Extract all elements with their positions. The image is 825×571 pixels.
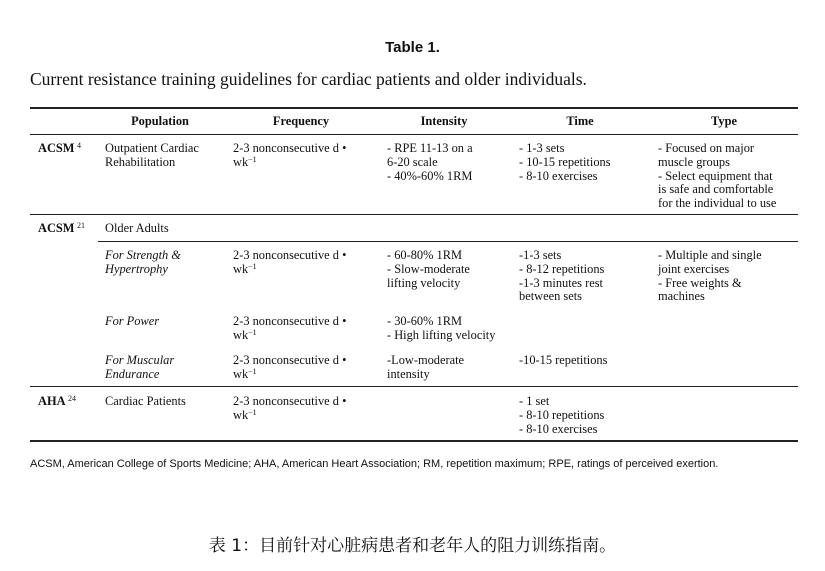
- row-intensity: - 60-80% 1RM - Slow-moderate lifting velocity: [387, 248, 470, 290]
- header-rule: [30, 134, 798, 135]
- row-population: Outpatient Cardiac Rehabilitation: [105, 141, 199, 169]
- row-population: Older Adults: [105, 221, 169, 235]
- chinese-caption: 表 1：目前针对心脏病患者和老年人的阻力训练指南。: [208, 536, 617, 556]
- group-label-acsm-21: ACSM $^{21}$: [38, 221, 85, 235]
- row-time: -10-15 repetitions: [519, 353, 608, 367]
- row-intensity: - 30-60% 1RM - High lifting velocity: [387, 314, 496, 342]
- header-frequency: Frequency: [272, 114, 330, 128]
- row-frequency: 2-3 nonconsecutive d • $wk^{-1}$: [233, 141, 347, 169]
- group-label-aha-24: AHA $^{24}$: [38, 394, 77, 408]
- row-population: Cardiac Patients: [105, 394, 186, 408]
- row-frequency: 2-3 nonconsecutive d • $wk^{-1}$: [233, 394, 347, 422]
- group1-rule: [30, 214, 798, 215]
- table-footnote: ACSM, American College of Sports Medicine; AHA, American Heart Association; RM, repetition maximum; RPE, ratings of perceived exertion.: [30, 458, 719, 470]
- header-type: Type: [711, 114, 737, 128]
- bottom-rule: [30, 440, 798, 442]
- row-population: For Muscular Endurance: [105, 353, 175, 381]
- row-type: - Multiple and single joint exercises - Free weights & machines: [658, 248, 762, 304]
- row-frequency: 2-3 nonconsecutive d • $wk^{-1}$: [233, 248, 347, 276]
- header-population: Population: [131, 114, 189, 128]
- table-title: Table 1.: [385, 39, 440, 56]
- row-frequency: 2-3 nonconsecutive d • $wk^{-1}$: [233, 353, 347, 381]
- top-rule: [30, 107, 798, 109]
- row-time: -1-3 sets - 8-12 repetitions -1-3 minutes rest between sets: [519, 248, 605, 304]
- header-time: Time: [566, 114, 594, 128]
- group-label-acsm-4: ACSM $^4$: [38, 141, 81, 155]
- row-type: - Focused on major muscle groups - Select equipment that is safe and comfortable for the individual to use: [658, 141, 777, 211]
- row-population: For Strength & Hypertrophy: [105, 248, 181, 276]
- group2-rule: [30, 386, 798, 387]
- row-intensity: - RPE 11-13 on a 6-20 scale - 40%-60% 1RM: [387, 141, 473, 183]
- row-time: - 1 set - 8-10 repetitions - 8-10 exercises: [519, 394, 605, 436]
- row-population: For Power: [105, 314, 160, 328]
- row-frequency: 2-3 nonconsecutive d • $wk^{-1}$: [233, 314, 347, 342]
- header-intensity: Intensity: [420, 114, 468, 128]
- row-intensity: -Low-moderate intensity: [387, 353, 465, 381]
- row-time: - 1-3 sets - 10-15 repetitions - 8-10 exercises: [519, 141, 611, 183]
- table-caption: Current resistance training guidelines for cardiac patients and older individuals.: [30, 69, 587, 89]
- group2-subrule: [98, 241, 798, 242]
